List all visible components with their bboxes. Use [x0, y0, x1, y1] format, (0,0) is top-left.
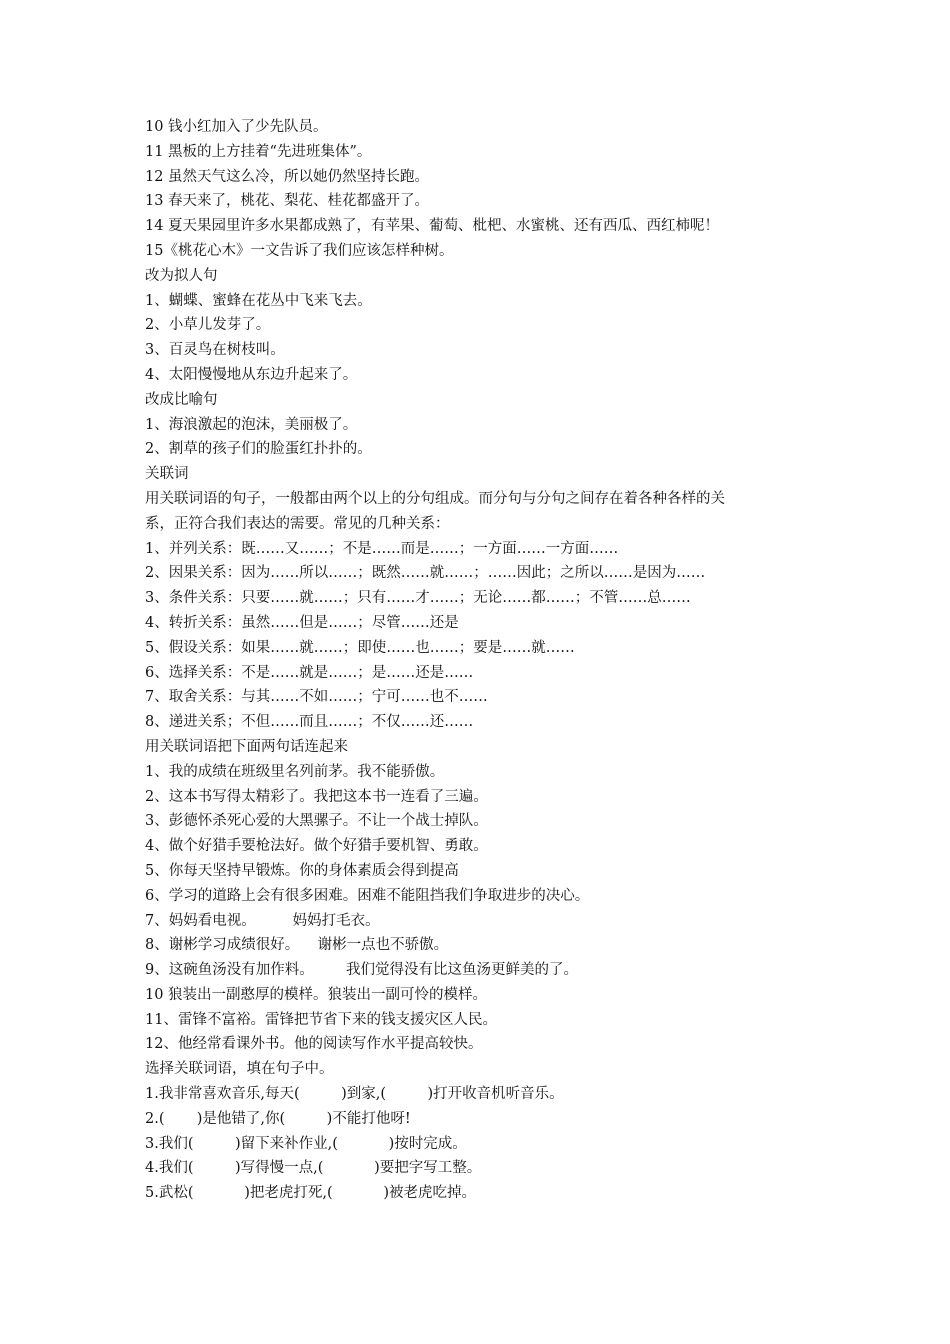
text-line: 4、做个好猎手要枪法好。做个好猎手要机智、勇敢。	[145, 838, 488, 855]
text-line: 2、因果关系：因为……所以……；既然……就……；……因此；之所以……是因为……	[145, 565, 706, 582]
text-line: 11、雷锋不富裕。雷锋把节省下来的钱支援灾区人民。	[145, 1011, 497, 1028]
text-line: 2、这本书写得太精彩了。我把这本书一连看了三遍。	[145, 788, 488, 805]
text-line: 3、百灵鸟在树枝叫。	[145, 342, 285, 359]
text-line: 1、我的成绩在班级里名列前茅。我不能骄傲。	[145, 763, 445, 780]
text-line: 7、妈妈看电视。 妈妈打毛衣。	[145, 912, 380, 929]
text-line: 4.我们( )写得慢一点,( )要把字写工整。	[145, 1160, 482, 1177]
text-line: 系，正符合我们表达的需要。常见的几种关系：	[145, 515, 450, 532]
text-line: 14 夏天果园里许多水果都成熟了，有苹果、葡萄、枇杷、水蜜桃、还有西瓜、西红柿呢！	[145, 218, 720, 235]
section-heading: 改为拟人句	[145, 267, 218, 284]
text-line: 6、选择关系：不是……就是……；是……还是……	[145, 664, 474, 681]
text-line: 12 虽然天气这么冷，所以她仍然坚持长跑。	[145, 168, 430, 185]
text-line: 4、太阳慢慢地从东边升起来了。	[145, 366, 358, 383]
section-heading: 改成比喻句	[145, 391, 218, 408]
section-heading: 选择关联词语，填在句子中。	[145, 1061, 334, 1078]
text-line: 7、取舍关系：与其……不如……；宁可……也不……	[145, 689, 488, 706]
text-line: 1、蝴蝶、蜜蜂在花丛中飞来飞去。	[145, 292, 372, 309]
text-line: 1.我非常喜欢音乐,每天( )到家,( )打开收音机听音乐。	[145, 1086, 564, 1103]
text-line: 10 钱小红加入了少先队员。	[145, 119, 328, 135]
text-line: 2、割草的孩子们的脸蛋红扑扑的。	[145, 441, 372, 458]
text-line: 用关联词语的句子，一般都由两个以上的分句组成。而分句与分句之间存在着各种各样的关	[145, 490, 725, 507]
text-line: 8、递进关系；不但……而且……；不仅……还……	[145, 714, 474, 731]
text-line: 9、这碗鱼汤没有加作料。 我们觉得没有比这鱼汤更鲜美的了。	[145, 962, 578, 979]
text-line: 5、假设关系：如果……就……；即使……也……；要是……就……	[145, 639, 575, 656]
text-line: 2、小草儿发芽了。	[145, 317, 271, 334]
document-page	[145, 115, 825, 1206]
text-line: 3、彭德怀杀死心爱的大黑骡子。不让一个战士掉队。	[145, 813, 488, 830]
text-line: 13 春天来了，桃花、梨花、桂花都盛开了。	[145, 193, 430, 210]
text-line: 12、他经常看课外书。他的阅读写作水平提高较快。	[145, 1036, 483, 1053]
text-line: 11 黑板的上方挂着“先进班集体”。	[145, 143, 372, 160]
section-heading: 用关联词语把下面两句话连起来	[145, 738, 348, 755]
text-line: 5.武松( )把老虎打死,( )被老虎吃掉。	[145, 1185, 476, 1202]
text-line: 8、谢彬学习成绩很好。 谢彬一点也不骄傲。	[145, 937, 449, 954]
text-line: 6、学习的道路上会有很多困难。困难不能阻挡我们争取进步的决心。	[145, 887, 590, 904]
text-line: 4、转折关系：虽然……但是……；尽管……还是	[145, 614, 459, 631]
text-line: 3、条件关系：只要……就……；只有……才……；无论……都……；不管……总……	[145, 590, 691, 607]
text-line: 1、并列关系：既……又……；不是……而是……；一方面……一方面……	[145, 540, 619, 557]
text-line: 2.( )是他错了,你( )不能打他呀!	[145, 1110, 411, 1127]
text-line: 3.我们( )留下来补作业,( )按时完成。	[145, 1135, 467, 1152]
text-line: 1、海浪激起的泡沫，美丽极了。	[145, 416, 358, 433]
text-line: 15《桃花心木》一文告诉了我们应该怎样种树。	[145, 242, 454, 259]
section-heading: 关联词	[145, 466, 189, 483]
text-line: 10 狼装出一副憨厚的模样。狼装出一副可怜的模样。	[145, 986, 488, 1003]
text-line: 5、你每天坚持早锻炼。你的身体素质会得到提高	[145, 862, 459, 879]
